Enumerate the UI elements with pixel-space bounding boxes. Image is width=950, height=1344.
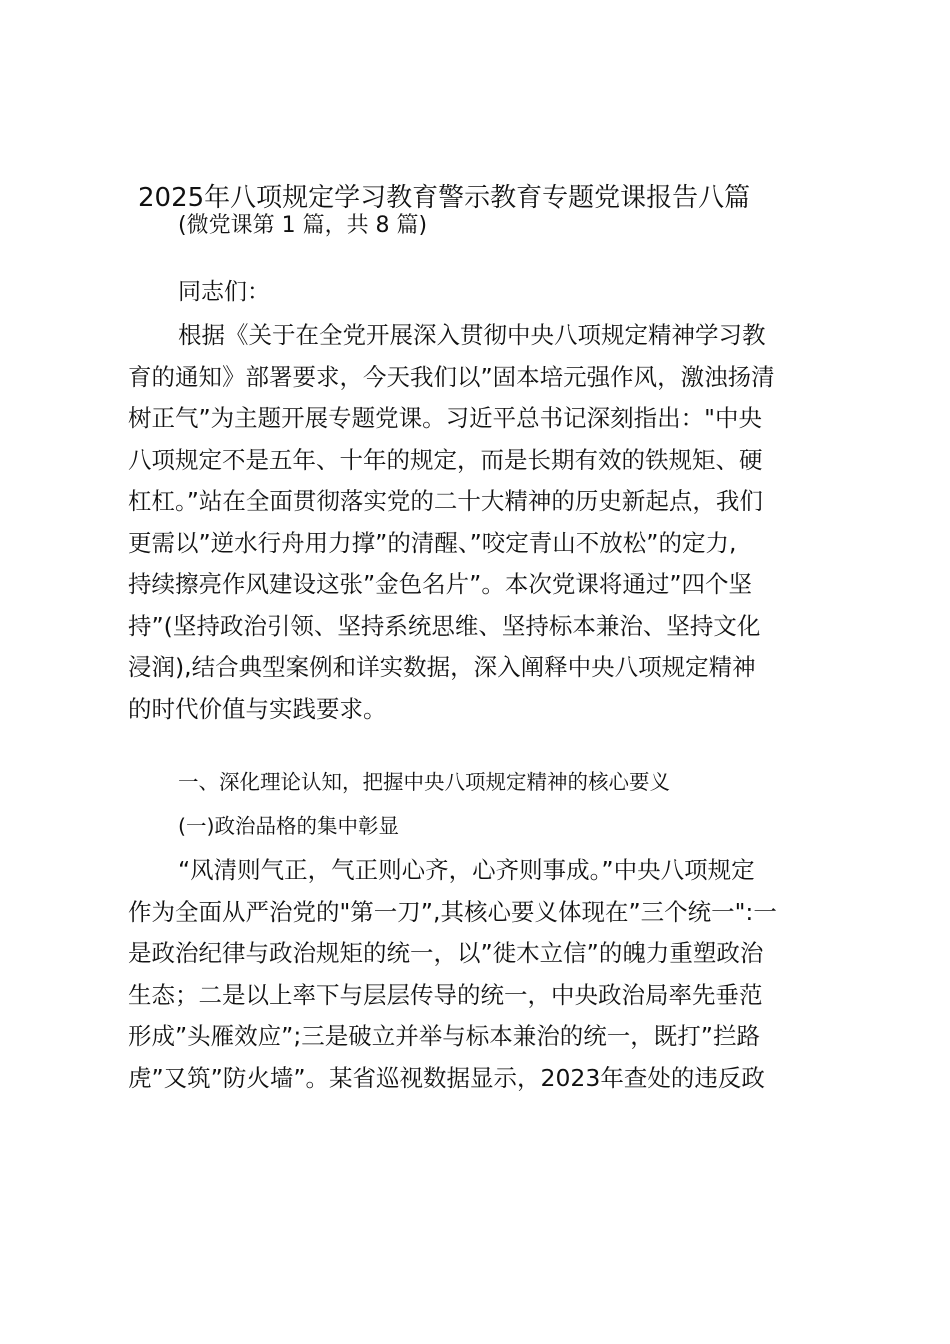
paragraph-line: 持”(坚持政治引领、坚持系统思维、坚持标本兼治、坚持文化 [128,611,761,640]
paragraph-line: 根据《关于在全党开展深入贯彻中央八项规定精神学习教 [178,321,766,349]
paragraph-line: 持续擦亮作风建设这张”金色名片”。本次党课将通过”四个坚 [128,570,753,598]
paragraph-line: 浸润),结合典型案例和详实数据，深入阐释中央八项规定精神 [128,653,756,681]
paragraph-line: 的时代价值与实践要求。 [128,694,387,723]
paragraph-line: 育的通知》部署要求，今天我们以”固本培元强作风，激浊扬清 [128,362,775,391]
paragraph-line: “风清则气正，气正则心齐，心齐则事成。”中央八项规定 [178,856,755,884]
section-heading: 一、深化理论认知，把握中央八项规定精神的核心要义 [178,770,670,794]
paragraph-line: 杠杠。”站在全面贯彻落实党的二十大精神的历史新起点，我们 [128,487,763,515]
paragraph-line: 是政治纪律与政治规矩的统一，以”徙木立信”的魄力重塑政治 [128,939,764,967]
paragraph-1 [128,315,838,730]
paragraph-2 [128,850,838,1099]
document-title: 2025年八项规定学习教育警示教育专题党课报告八篇 [138,183,751,213]
paragraph-line: 作为全面从严治党的"第一刀”,其核心要义体现在”三个统一":一 [128,897,777,926]
paragraph-line: 八项规定不是五年、十年的规定，而是长期有效的铁规矩、硬 [128,445,763,474]
paragraph-line: 形成”头雁效应”;三是破立并举与标本兼治的统一，既打”拦路 [128,1022,760,1050]
paragraph-line: 虎”又筑”防火墙”。某省巡视数据显示，2023年查处的违反政 [128,1063,765,1092]
paragraph-line: 树正气”为主题开展专题党课。习近平总书记深刻指出："中央 [128,404,762,432]
paragraph-line: 更需以”逆水行舟用力撑”的清醒、”咬定青山不放松”的定力, [128,528,737,557]
greeting: 同志们： [178,279,270,305]
document-subtitle: (微党课第 1 篇，共 8 篇) [178,213,428,238]
subsection-heading: (一)政治品格的集中彰显 [178,814,399,838]
paragraph-line: 生态；二是以上率下与层层传导的统一，中央政治局率先垂范 [128,980,763,1009]
